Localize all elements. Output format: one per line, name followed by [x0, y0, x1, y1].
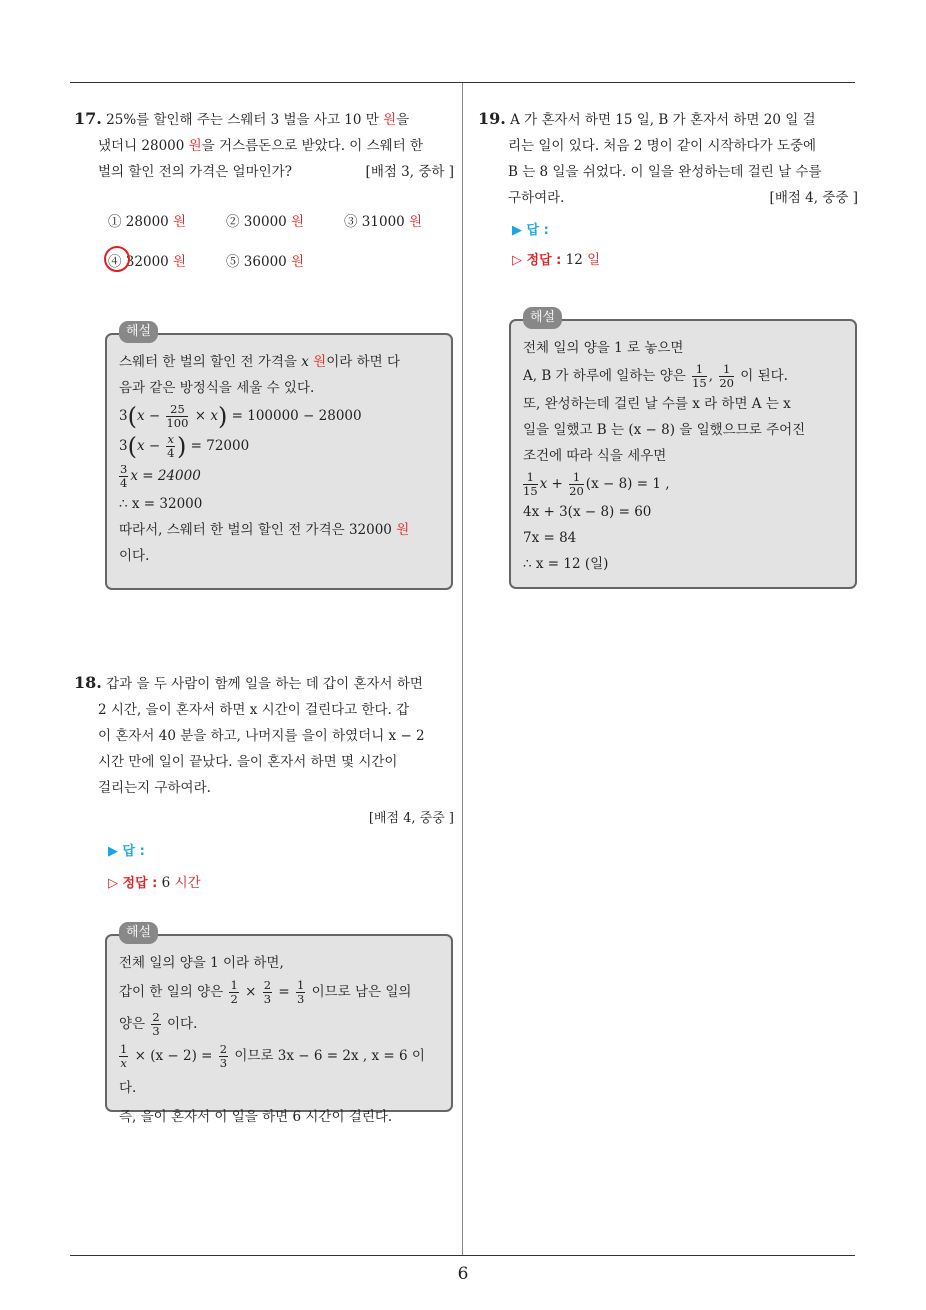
question-18	[74, 670, 454, 891]
solution-line: 일을 일했고 B 는 (x − 8) 을 일했으므로 주어진	[523, 422, 806, 438]
equation-4: ∴ x = 32000	[119, 496, 203, 512]
question-number: 17.	[74, 109, 102, 128]
bottom-rule	[70, 1255, 855, 1256]
solution-line: 즉, 을이 혼자서 이 일을 하면 6 시간이 걸린다.	[119, 1109, 393, 1125]
solution-line: ∴ x = 12 (일)	[523, 556, 609, 572]
solution-line: 갑이 한 일의 양은 $\frac{1}{2}$ × $\frac{2}{3}$ = $\frac{1}{3}$ 이므로 남은 일의	[119, 978, 412, 1006]
question-17	[74, 106, 454, 185]
solution-line: $\frac{1}{15}$ x + $\frac{1}{20}$ (x − 8) = 1 ,	[523, 470, 670, 498]
solution-line: 스웨터 한 벌의 할인 전 가격을 x 원이라 하면 다	[119, 354, 401, 370]
solution-line: 따라서, 스웨터 한 벌의 할인 전 가격은 32000 원	[119, 522, 410, 538]
solution-tag: 해설	[523, 307, 562, 329]
equation-3: $\frac{3}{4}$ x = 24000	[120, 462, 201, 490]
text: 25%를 할인해 주는 스웨터 3 벌을 사고 10 만	[106, 112, 384, 128]
text: 을 거스름돈으로 받았다. 이 스웨터 한	[201, 138, 424, 154]
question-17-text	[74, 106, 454, 185]
solution-line: 조건에 따라 식을 세우면	[523, 448, 667, 464]
unit-won: 원	[188, 138, 202, 154]
question-number: 19.	[478, 109, 506, 128]
text: 벌의 할인 전의 가격은 얼마인가?	[98, 164, 292, 180]
choice-2[interactable]: ② 30000 원	[226, 214, 305, 230]
solution-box-17	[105, 324, 453, 590]
unit-won: 원	[383, 112, 397, 128]
text: 냈더니 28000	[98, 138, 189, 154]
column-divider	[462, 83, 463, 1255]
equation-1: 3(x − $\frac{25}{100}$ × x) = 100000 − 28000	[119, 402, 362, 431]
solution-line: 4x + 3(x − 8) = 60	[523, 504, 652, 520]
choice-3[interactable]: ③ 31000 원	[344, 214, 423, 230]
solution-line: 음과 같은 방정식을 세울 수 있다.	[119, 380, 315, 396]
answer-label: ▶ 답 :	[512, 223, 549, 238]
points-label: [배점 4, 중중 ]	[368, 811, 454, 826]
choice-5[interactable]: ⑤ 36000 원	[226, 254, 305, 270]
question-19-text: 19. A 가 혼자서 하면 15 일, B 가 혼자서 하면 20 일 걸 리는 일이 있다. 처음 2 명이 같이 시작하다가 도중에 B 는 8 일을 쉬었다. 이 일을 완성하는데 걸린 날 수를 구하여라. [배점 4, 중중 ]	[478, 106, 858, 211]
answer-label: ▶ 답 :	[108, 844, 145, 859]
question-19	[478, 106, 858, 268]
solution-line: 전체 일의 양을 1 이라 하면,	[119, 955, 284, 971]
question-18-text: 18. 갑과 을 두 사람이 함께 일을 하는 데 갑이 혼자서 하면 2 시간, 을이 혼자서 하면 x 시간이 걸린다고 한다. 갑 이 혼자서 40 분을 하고, 나머지를 을이 하였더니 x − 2 시간 만에 일이 끝났다. 을이 혼자서 하면 몇 시간이 걸리는지 구하여라.	[74, 673, 425, 796]
question-number: 18.	[74, 673, 102, 692]
solution-line: $\frac{1}{x}$ × (x − 2) = $\frac{2}{3}$ 이므로 3x − 6 = 2x , x = 6 이다.	[119, 1042, 425, 1096]
correct-answer: ▷ 정답 : 12 일	[512, 252, 601, 268]
solution-box-18	[105, 925, 453, 1125]
page-number: 6	[457, 1264, 469, 1284]
solution-tag: 해설	[119, 922, 158, 944]
solution-line: 양은 $\frac{2}{3}$ 이다.	[119, 1010, 198, 1038]
solution-box-19	[509, 310, 857, 589]
choice-1[interactable]: ① 28000 원	[108, 214, 187, 230]
points-label: [배점 3, 중하 ]	[365, 164, 454, 180]
text: 을	[396, 112, 410, 128]
equation-2: 3(x − $\frac{x}{4}$ ) = 72000	[119, 432, 250, 461]
solution-line: A, B 가 하루에 일하는 양은 $\frac{1}{15}$ , $\frac{1}{20}$ 이 된다.	[523, 362, 788, 390]
correct-answer: ▷ 정답 : 6 시간	[108, 875, 201, 891]
points-label: [배점 4, 중중 ]	[769, 190, 858, 206]
selected-answer-circle	[104, 246, 130, 272]
choice-4[interactable]: ④ 32000 원	[108, 254, 187, 270]
solution-line: 이다.	[119, 548, 150, 564]
choices	[108, 210, 448, 290]
solution-line: 7x = 84	[523, 530, 577, 546]
solution-line: 또, 완성하는데 걸린 날 수를 x 라 하면 A 는 x	[523, 396, 791, 412]
solution-tag: 해설	[119, 321, 158, 343]
solution-line: 전체 일의 양을 1 로 놓으면	[523, 340, 684, 356]
